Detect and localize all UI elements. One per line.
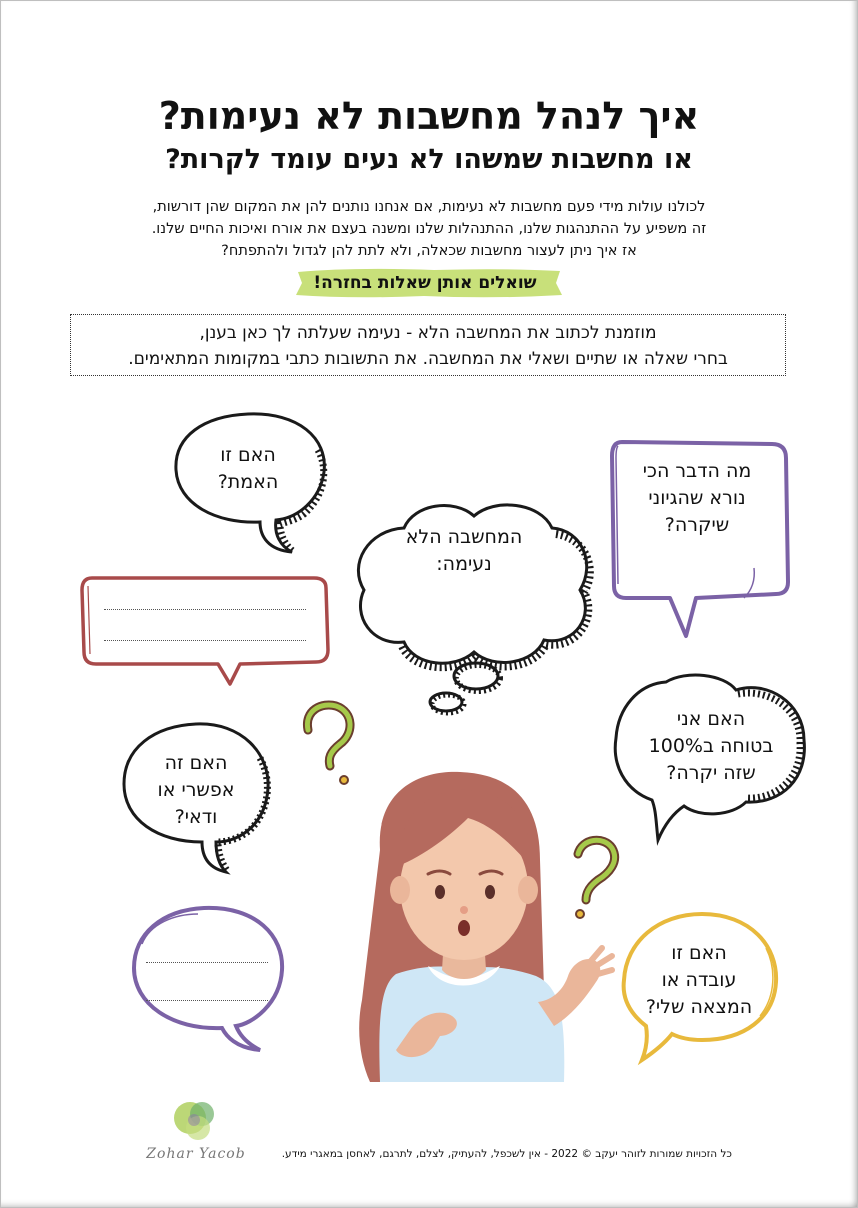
- intro-line: זה משפיע על ההתנהגות שלנו, ההתנהלות שלנו ומשנה בעצם את אורח ואיכות החיים שלנו.: [151, 221, 707, 237]
- page-title: איך לנהל מחשבות לא נעימות?: [158, 94, 700, 138]
- bubble-worst-thing-text: [622, 458, 772, 539]
- answer-line: [104, 640, 306, 641]
- instructions-line: מוזמנת לכתוב את המחשבה הלא - נעימה שעלתה לך כאן בענן,: [199, 323, 657, 343]
- highlight-banner: [294, 266, 564, 300]
- bubble-sure-100-text: [626, 706, 796, 787]
- bubble-line: בטוחה ב100%: [648, 735, 774, 757]
- bubble-line: המצאה שלי?: [645, 996, 753, 1018]
- answer-line: [146, 1000, 268, 1001]
- bubble-line: האם אני: [676, 708, 746, 730]
- bubble-line: אפשרי או: [157, 779, 235, 801]
- answer-line: [146, 962, 268, 963]
- bubble-line: שיקרה?: [664, 514, 730, 536]
- intro-line: לכולנו עולות מידי פעם מחשבות לא נעימות, אם אנחנו נותנים להן את המקום שהן דורשות,: [152, 199, 706, 215]
- highlight-text: שואלים אותן שאלות בחזרה!: [313, 273, 537, 293]
- bubble-line: ודאי?: [174, 806, 218, 828]
- bubble-line: האם זה: [164, 752, 228, 774]
- intro-paragraph: [90, 196, 768, 262]
- bubble-line: האם זו: [671, 942, 727, 964]
- instructions-line: בחרי שאלה או שתיים ושאלי את המחשבה. את התשובות כתבי במקומות המתאימים.: [128, 349, 728, 369]
- bubble-line: מה הדבר הכי: [642, 460, 752, 482]
- logo-signature: Zohar Yacob: [146, 1146, 246, 1162]
- bubble-line: נורא שהגיוני: [648, 487, 746, 509]
- bubble-possible-or-certain-text: [128, 750, 264, 831]
- bubble-line: נעימה:: [436, 553, 492, 575]
- answer-bubble-red: [78, 574, 334, 688]
- copyright-notice: כל הזכויות שמורות לזוהר יעקב © 2022 - אין לשכפל, להעתיק, לצלם, לתרגם, לאחסן במאגרי מידע.: [281, 1148, 732, 1160]
- bubble-is-it-true-text: [178, 442, 318, 496]
- bubble-fact-or-invention-text: [624, 940, 774, 1021]
- bubble-line: שזה יקרה?: [666, 762, 756, 784]
- page-subtitle: או מחשבות שמשהו לא נעים עומד לקרות?: [165, 144, 693, 175]
- bubble-line: האם זו: [220, 444, 276, 466]
- logo-icon: [168, 1096, 224, 1146]
- answer-bubble-purple: [128, 904, 290, 1054]
- answer-line: [104, 609, 306, 610]
- bubble-line: המחשבה הלא: [405, 526, 523, 548]
- bubble-line: עובדה או: [661, 969, 737, 991]
- thought-cloud-text: [366, 524, 562, 578]
- bubble-line: האמת?: [217, 471, 279, 493]
- instructions-box: [70, 314, 786, 376]
- girl-illustration: [340, 770, 630, 1090]
- intro-line: אז איך ניתן לעצור מחשבות שכאלה, ולא לתת להן לגדול ולהתפתח?: [221, 243, 637, 259]
